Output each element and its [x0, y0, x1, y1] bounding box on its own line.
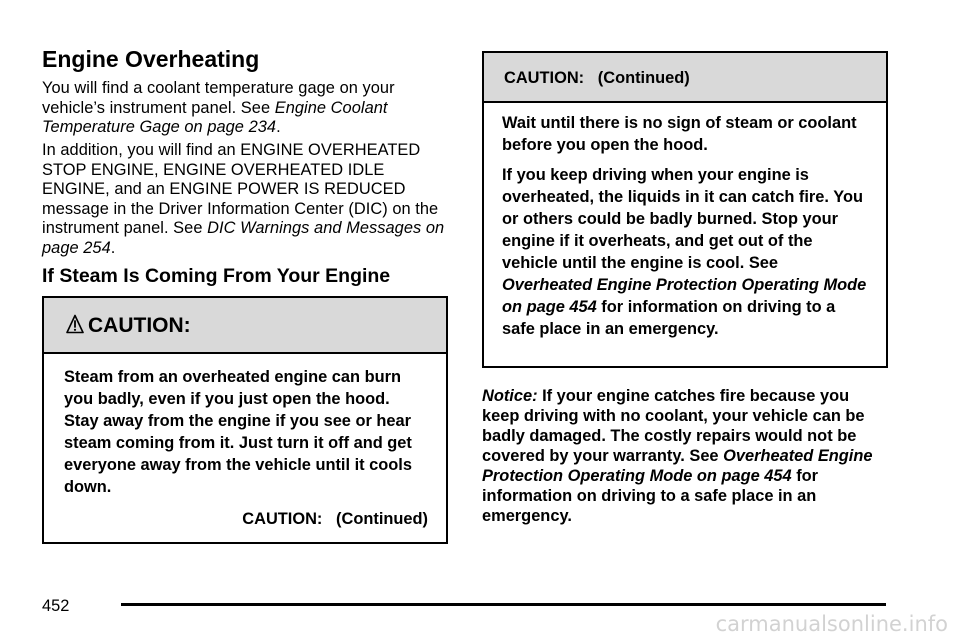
caution-heading: CAUTION:: [88, 314, 191, 337]
caution-continued-label: CAUTION: (Continued): [242, 510, 428, 528]
page-number: 452: [42, 597, 70, 615]
caution-continued-box: [482, 51, 888, 368]
coolant-gage-paragraph: You will find a coolant temperature gage on your vehicle’s instrument panel. See Engine Coolant Temperature Gage on page 234.: [42, 79, 395, 136]
watermark: carmanualsonline.info: [715, 612, 948, 636]
caution-continued-body: [484, 103, 886, 340]
footer-divider: [121, 603, 886, 606]
caution-box: [42, 296, 448, 544]
caution-text: If you keep driving when your engine is overheated, the liquids in it can catch fire. You or others could be badly burned. Stop your engine if it overheats, and get out of the vehicle until the engine is cool. See Overheated Engine Protection Operating Mode on page 454 for information on driving to a safe place in an emergency.: [502, 166, 867, 338]
dic-message-paragraph: In addition, you will find an ENGINE OVERHEATED STOP ENGINE, ENGINE OVERHEATED IDLE ENGINE, and an ENGINE POWER IS REDUCED message in the Driver Information Center (DIC) on the instrument panel. See DIC Warnings and Messages on page 254.: [42, 141, 445, 257]
caution-continued-header: CAUTION: (Continued): [484, 53, 886, 103]
section-title: Engine Overheating: [42, 46, 260, 72]
caution-text: Steam from an overheated engine can burn you badly, even if you just open the hood. Stay away from the engine if you see or hear steam coming from it. Just turn it off and get everyone away from the vehicle until it cools down.: [64, 368, 412, 496]
cross-reference-link[interactable]: DIC Warnings and Messages on page 254: [42, 219, 445, 257]
caution-header: [44, 298, 446, 354]
paragraph-text: You will find a coolant temperature gage on your vehicle’s instrument panel. See: [42, 79, 395, 117]
notice-block: Notice: If your engine catches fire because you keep driving with no coolant, your vehicle can be badly damaged. The costly repairs would not be covered by your warranty. See Overheated Engine Protection Operating Mode on page 454 for information on driving to a safe place in an emergency.: [482, 387, 873, 525]
cross-reference-link[interactable]: Overheated Engine Protection Operating Mode on page 454: [482, 447, 873, 485]
caution-body: [44, 354, 446, 530]
caution-text: Wait until there is no sign of steam or coolant before you open the hood.: [502, 114, 857, 154]
cross-reference-link[interactable]: Engine Coolant Temperature Gage on page 234: [42, 98, 388, 136]
notice-label: Notice:: [482, 387, 538, 405]
warning-triangle-icon: [66, 314, 84, 334]
steam-subtitle: If Steam Is Coming From Your Engine: [42, 265, 391, 287]
paragraph-text: In addition, you will find an ENGINE OVERHEATED STOP ENGINE, ENGINE OVERHEATED IDLE ENGINE, and an ENGINE POWER IS REDUCED message in the Driver Information Center (DIC) on the instrument panel. See: [42, 141, 439, 237]
cross-reference-link[interactable]: Overheated Engine Protection Operating Mode on page 454: [502, 276, 867, 316]
notice-text: If your engine catches fire because you keep driving with no coolant, your vehicle can be badly damaged. The costly repairs would not be covered by your warranty. See: [482, 387, 865, 465]
